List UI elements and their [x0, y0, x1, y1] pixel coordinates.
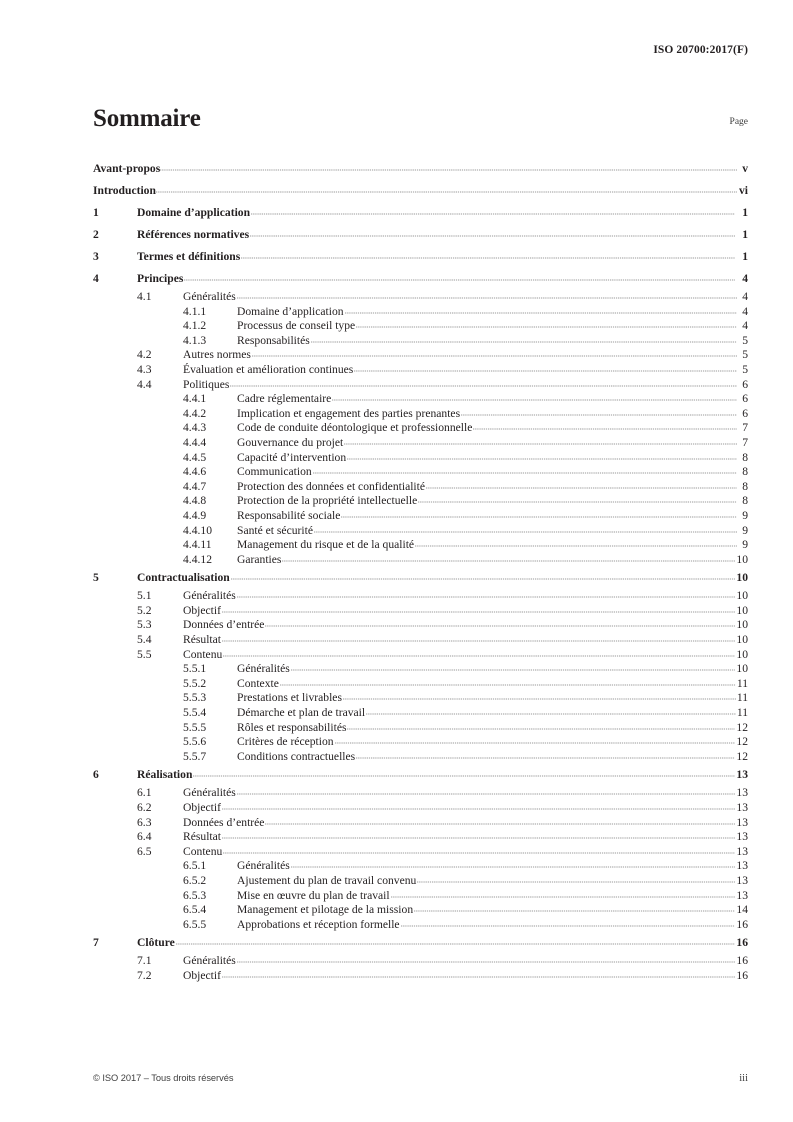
toc-entry-page-number: 10: [736, 589, 748, 603]
toc-entry-number: 7.2: [137, 968, 152, 982]
toc-entry[interactable]: [93, 859, 748, 874]
toc-entry-page-number: 13: [736, 768, 748, 782]
toc-entry-number: 6.4: [137, 830, 152, 844]
toc-entry-page-number: 5: [742, 348, 748, 362]
toc-entry-page-number: 10: [736, 571, 748, 585]
toc-entry-title: Management et pilotage de la mission: [237, 903, 414, 917]
toc-dot-leader: [222, 830, 735, 840]
toc-entry[interactable]: [93, 889, 748, 904]
toc-entry-title: Références normatives: [137, 228, 250, 241]
toc-entry-title: Contractualisation: [137, 571, 230, 585]
toc-dot-leader: [241, 250, 735, 260]
toc-entry-number: 6.5.3: [183, 888, 207, 902]
toc-dot-leader: [251, 206, 735, 216]
toc-dot-leader: [391, 889, 736, 899]
toc-entry[interactable]: [93, 538, 748, 553]
toc-entry-title: Généralités: [183, 589, 236, 603]
toc-entry-page-number: 1: [742, 250, 748, 263]
toc-entry-page-number: 6: [742, 392, 748, 406]
toc-entry-page-number: 5: [742, 362, 748, 376]
toc-entry-title: Généralités: [183, 290, 236, 303]
toc-entry-page-number: 13: [736, 830, 748, 844]
toc-entry-title: Généralités: [237, 662, 290, 676]
toc-dot-leader: [343, 691, 736, 701]
toc-entry-page-number: 1: [742, 228, 748, 241]
toc-entry-page-number: 13: [736, 801, 748, 814]
toc-entry[interactable]: [93, 436, 748, 451]
toc-entry-title: Généralités: [183, 954, 236, 968]
toc-entry-title: Données d’entrée: [183, 618, 265, 632]
toc-entry[interactable]: [93, 648, 748, 663]
toc-entry[interactable]: [93, 969, 748, 984]
toc-entry[interactable]: [93, 618, 748, 633]
toc-entry-title: Résultat: [183, 633, 221, 647]
toc-entry-page-number: 7: [742, 435, 748, 449]
toc-entry-page-number: 10: [736, 647, 748, 661]
toc-entry-number: 5.5.7: [183, 749, 207, 763]
toc-entry-number: 4.4.4: [183, 435, 207, 449]
toc-entry[interactable]: [93, 750, 748, 765]
toc-entry[interactable]: [93, 392, 748, 407]
toc-entry-page-number: 13: [736, 888, 748, 902]
toc-entry[interactable]: [93, 830, 748, 845]
toc-entry-page-number: 7: [742, 421, 748, 435]
toc-entry-title: Management du risque et de la qualité: [237, 538, 415, 552]
toc-entry-title: Ajustement du plan de travail convenu: [237, 873, 417, 887]
toc-entry-number: 4: [93, 272, 99, 285]
toc-title-row: [93, 106, 748, 131]
toc-entry-page-number: 9: [742, 523, 748, 537]
toc-entry-number: 4.4: [137, 377, 152, 391]
toc-dot-leader: [230, 378, 737, 388]
toc-entry-number: 6.5.2: [183, 873, 207, 887]
page-title: Sommaire: [93, 105, 201, 132]
toc-entry-number: 6.5.1: [183, 859, 207, 873]
toc-entry-page-number: 11: [736, 691, 748, 705]
toc-entry-title: Termes et définitions: [137, 250, 241, 263]
toc-dot-leader: [415, 538, 737, 548]
toc-entry[interactable]: [93, 451, 748, 466]
toc-dot-leader: [473, 421, 737, 431]
toc-entry-title: Objectif: [183, 801, 221, 814]
toc-entry-number: 4.4.1: [183, 392, 207, 406]
page-footer: [93, 1073, 748, 1084]
toc-entry[interactable]: [93, 509, 748, 524]
toc-entry-number: 6.5.4: [183, 903, 207, 917]
toc-entry[interactable]: [93, 421, 748, 436]
toc-dot-leader: [314, 524, 737, 534]
copyright-notice: © ISO 2017 – Tous droits réservés: [93, 1073, 234, 1083]
toc-entry-page-number: 4: [742, 272, 748, 285]
toc-entry-number: 4.4.6: [183, 465, 207, 479]
toc-entry-number: 4.4.10: [183, 523, 212, 537]
toc-dot-leader: [344, 436, 737, 446]
toc-dot-leader: [237, 589, 736, 599]
toc-entry[interactable]: [93, 290, 748, 305]
toc-dot-leader: [184, 272, 735, 282]
toc-entry-number: 5.5.6: [183, 735, 207, 749]
toc-entry-title: Réalisation: [137, 768, 193, 782]
toc-entry-page-number: 11: [736, 676, 748, 690]
toc-entry-page-number: 4: [742, 304, 748, 318]
toc-entry-number: 4.4.3: [183, 421, 207, 435]
toc-entry-page-number: 16: [736, 968, 748, 982]
toc-entry-number: 5.5.2: [183, 676, 207, 690]
toc-entry-title: Garanties: [237, 552, 282, 566]
toc-entry-title: Généralités: [237, 859, 290, 873]
toc-entry[interactable]: [93, 319, 748, 334]
toc-entry-number: 5.5.3: [183, 691, 207, 705]
toc-dot-leader: [426, 480, 737, 490]
toc-entry-number: 5.5: [137, 647, 152, 661]
toc-entry-page-number: 11: [736, 706, 748, 720]
toc-entry-title: Contenu: [183, 844, 223, 858]
toc-entry-number: 7.1: [137, 954, 152, 968]
toc-entry-page-number: 13: [736, 786, 748, 800]
toc-entry-number: 6.5.5: [183, 917, 207, 931]
toc-entry-title: Évaluation et amélioration continues: [183, 362, 354, 376]
toc-entry-number: 4.4.8: [183, 494, 207, 508]
toc-dot-leader: [417, 874, 735, 884]
toc-dot-leader: [223, 845, 735, 855]
toc-entry-title: Gouvernance du projet: [237, 435, 344, 449]
toc-entry-number: 4.4.12: [183, 552, 212, 566]
toc-entry-number: 5: [93, 571, 99, 585]
toc-entry-title: Cadre réglementaire: [237, 392, 332, 406]
toc-dot-leader: [332, 392, 737, 402]
toc-entry-number: 5.5.5: [183, 720, 207, 734]
toc-dot-leader: [156, 184, 737, 194]
toc-entry-number: 2: [93, 228, 99, 241]
toc-dot-leader: [222, 604, 735, 614]
toc-dot-leader: [347, 721, 735, 731]
toc-dot-leader: [252, 348, 737, 358]
toc-dot-leader: [414, 903, 735, 913]
toc-dot-leader: [418, 494, 737, 504]
toc-dot-leader: [222, 969, 735, 979]
toc-entry-number: 6.2: [137, 801, 152, 814]
toc-entry[interactable]: [93, 268, 748, 290]
toc-dot-leader: [237, 954, 736, 964]
toc-dot-leader: [366, 706, 736, 716]
toc-dot-leader: [291, 859, 736, 869]
toc-dot-leader: [461, 407, 737, 417]
toc-entry-number: 4.3: [137, 362, 152, 376]
toc-entry-number: 4.4.9: [183, 508, 207, 522]
toc-dot-leader: [265, 816, 735, 826]
toc-entry-title: Communication: [237, 465, 312, 479]
toc-entry-title: Code de conduite déontologique et professionnelle: [237, 421, 473, 435]
toc-entry-title: Principes: [137, 272, 184, 285]
toc-entry-title: Politiques: [183, 377, 230, 391]
toc-entry-title: Capacité d’intervention: [237, 450, 347, 464]
toc-entry-number: 4.4.11: [183, 538, 212, 552]
toc-entry-page-number: 8: [742, 494, 748, 508]
toc-entry-page-number: 10: [736, 618, 748, 632]
toc-entry-title: Démarche et plan de travail: [237, 706, 366, 720]
toc-entry-page-number: 10: [736, 552, 748, 566]
toc-entry[interactable]: [93, 801, 748, 816]
toc-entry[interactable]: [93, 677, 748, 692]
toc-entry-number: 5.1: [137, 589, 152, 603]
toc-entry-number: 6.1: [137, 786, 152, 800]
toc-entry-title: Responsabilités: [237, 333, 310, 347]
toc-entry[interactable]: [93, 735, 748, 750]
toc-entry-number: 6.5: [137, 844, 152, 858]
toc-entry-title: Approbations et réception formelle: [237, 917, 400, 931]
toc-dot-leader: [265, 618, 735, 628]
toc-entry[interactable]: [93, 480, 748, 495]
toc-entry[interactable]: [93, 589, 748, 604]
toc-entry-page-number: 9: [742, 508, 748, 522]
toc-entry[interactable]: [93, 633, 748, 648]
toc-entry-page-number: 1: [742, 206, 748, 219]
toc-entry[interactable]: [93, 378, 748, 393]
toc-dot-leader: [401, 918, 736, 928]
toc-entry[interactable]: [93, 845, 748, 860]
toc-entry-title: Protection des données et confidentialité: [237, 479, 426, 493]
toc-entry-number: 4.2: [137, 348, 152, 362]
toc-entry-title: Contenu: [183, 647, 223, 661]
toc-entry[interactable]: [93, 202, 748, 224]
toc-entry-title: Résultat: [183, 830, 221, 844]
toc-entry-title: Santé et sécurité: [237, 523, 313, 537]
toc-entry-title: Autres normes: [183, 348, 251, 362]
toc-dot-leader: [335, 735, 736, 745]
toc-entry[interactable]: [93, 604, 748, 619]
toc-entry-page-number: 12: [736, 749, 748, 763]
toc-entry-page-number: 5: [742, 333, 748, 347]
toc-entry-page-number: 4: [742, 290, 748, 303]
toc-entry-page-number: 10: [736, 603, 748, 617]
toc-entry-title: Données d’entrée: [183, 815, 265, 829]
toc-entry-page-number: 13: [736, 873, 748, 887]
toc-entry[interactable]: [93, 180, 748, 202]
toc-entry-title: Introduction: [93, 184, 156, 197]
toc-entry-page-number: 8: [742, 450, 748, 464]
toc-entry[interactable]: [93, 363, 748, 378]
toc-entry-title: Conditions contractuelles: [237, 749, 356, 763]
toc-entry-number: 1: [93, 206, 99, 219]
toc-dot-leader: [291, 662, 736, 672]
toc-entry[interactable]: [93, 706, 748, 721]
toc-dot-leader: [282, 553, 735, 563]
toc-dot-leader: [231, 571, 735, 581]
toc-entry-number: 4.1.1: [183, 304, 207, 318]
toc-entry-number: 4.1.2: [183, 319, 207, 333]
toc-entry[interactable]: [93, 246, 748, 268]
toc-entry-title: Processus de conseil type: [237, 319, 356, 333]
toc-dot-leader: [311, 334, 737, 344]
toc-dot-leader: [280, 677, 736, 687]
toc-entry-title: Responsabilité sociale: [237, 508, 341, 522]
toc-entry-page-number: v: [742, 162, 748, 175]
toc-entry-page-number: 16: [736, 954, 748, 968]
toc-entry-title: Objectif: [183, 968, 221, 982]
toc-entry-number: 4.1: [137, 290, 152, 303]
toc-entry-page-number: 4: [742, 319, 748, 333]
toc-entry[interactable]: [93, 334, 748, 349]
toc-entry-title: Protection de la propriété intellectuelle: [237, 494, 418, 508]
toc-entry-title: Clôture: [137, 936, 175, 950]
toc-entry-page-number: 16: [736, 917, 748, 931]
toc-dot-leader: [354, 363, 737, 373]
toc-dot-leader: [160, 162, 737, 172]
toc-entry[interactable]: [93, 553, 748, 568]
toc-dot-leader: [222, 633, 735, 643]
toc-entry[interactable]: [93, 524, 748, 539]
toc-entry-number: 4.4.5: [183, 450, 207, 464]
toc-entry-title: Implication et engagement des parties prenantes: [237, 406, 461, 420]
toc-entry[interactable]: [93, 874, 748, 889]
toc-entry-title: Rôles et responsabilités: [237, 720, 347, 734]
toc-dot-leader: [356, 750, 735, 760]
toc-entry-title: Prestations et livrables: [237, 691, 342, 705]
toc-entry-title: Domaine d’application: [137, 206, 251, 219]
toc-entry[interactable]: [93, 348, 748, 363]
toc-entry[interactable]: [93, 954, 748, 969]
toc-entry[interactable]: [93, 662, 748, 677]
toc-dot-leader: [237, 290, 737, 300]
toc-entry[interactable]: [93, 918, 748, 933]
toc-entry-page-number: 10: [736, 633, 748, 647]
toc-entry[interactable]: [93, 764, 748, 786]
toc-entry-page-number: 6: [742, 406, 748, 420]
toc-entry-page-number: 8: [742, 465, 748, 479]
toc-entry-number: 4.1.3: [183, 333, 207, 347]
toc-dot-leader: [347, 451, 737, 461]
toc-entry-number: 5.3: [137, 618, 152, 632]
toc-entry-number: 6: [93, 768, 99, 782]
toc-entry-page-number: 14: [736, 903, 748, 917]
toc-dot-leader: [345, 305, 737, 315]
toc-entry-page-number: 9: [742, 538, 748, 552]
page-column-label: Page: [729, 117, 748, 127]
toc-entry-number: 4.4.7: [183, 479, 207, 493]
toc-entry-page-number: vi: [738, 184, 748, 197]
toc-dot-leader: [193, 768, 735, 778]
toc-entry-title: Généralités: [183, 786, 236, 800]
toc-entry-title: Contexte: [237, 676, 279, 690]
toc-entry-page-number: 6: [742, 377, 748, 391]
toc-entry-number: 5.5.1: [183, 662, 207, 676]
toc-entry-page-number: 13: [736, 844, 748, 858]
toc-entry-page-number: 8: [742, 479, 748, 493]
toc-entry-number: 5.4: [137, 633, 152, 647]
toc-entry-number: 3: [93, 250, 99, 263]
toc-entry-number: 7: [93, 936, 99, 950]
toc-dot-leader: [250, 228, 735, 238]
toc-dot-leader: [222, 801, 735, 811]
toc-entry[interactable]: [93, 407, 748, 422]
toc-dot-leader: [176, 936, 735, 946]
toc-dot-leader: [237, 786, 736, 796]
toc-entry-title: Domaine d’application: [237, 304, 344, 318]
toc-entry-title: Critères de réception: [237, 735, 334, 749]
toc-entry[interactable]: [93, 305, 748, 320]
toc-dot-leader: [223, 648, 735, 658]
toc-entry[interactable]: [93, 494, 748, 509]
toc-entry[interactable]: [93, 721, 748, 736]
page-folio: iii: [739, 1073, 748, 1084]
toc-entry[interactable]: [93, 465, 748, 480]
toc-entry-page-number: 13: [736, 859, 748, 873]
toc-entry[interactable]: [93, 158, 748, 180]
toc-entry-number: 4.4.2: [183, 406, 207, 420]
toc-entry[interactable]: [93, 816, 748, 831]
toc-entry[interactable]: [93, 903, 748, 918]
toc-entry-page-number: 12: [736, 720, 748, 734]
toc-dot-leader: [313, 465, 737, 475]
toc-entry-number: 5.5.4: [183, 706, 207, 720]
toc-entry-page-number: 12: [736, 735, 748, 749]
toc-entry-number: 5.2: [137, 603, 152, 617]
toc-entry[interactable]: [93, 567, 748, 589]
toc-entry[interactable]: [93, 224, 748, 246]
toc-entry-number: 6.3: [137, 815, 152, 829]
toc-entry-page-number: 10: [736, 662, 748, 676]
toc-entry[interactable]: [93, 691, 748, 706]
toc-entry-title: Mise en œuvre du plan de travail: [237, 888, 390, 902]
table-of-contents: [93, 158, 748, 984]
document-reference-header: ISO 20700:2017(F): [653, 44, 748, 56]
toc-entry[interactable]: [93, 786, 748, 801]
toc-entry-page-number: 16: [736, 936, 748, 950]
toc-dot-leader: [356, 319, 737, 329]
toc-dot-leader: [341, 509, 737, 519]
toc-entry-title: Objectif: [183, 603, 221, 617]
toc-entry-page-number: 13: [736, 815, 748, 829]
toc-entry[interactable]: [93, 932, 748, 954]
toc-entry-title: Avant-propos: [93, 162, 161, 175]
